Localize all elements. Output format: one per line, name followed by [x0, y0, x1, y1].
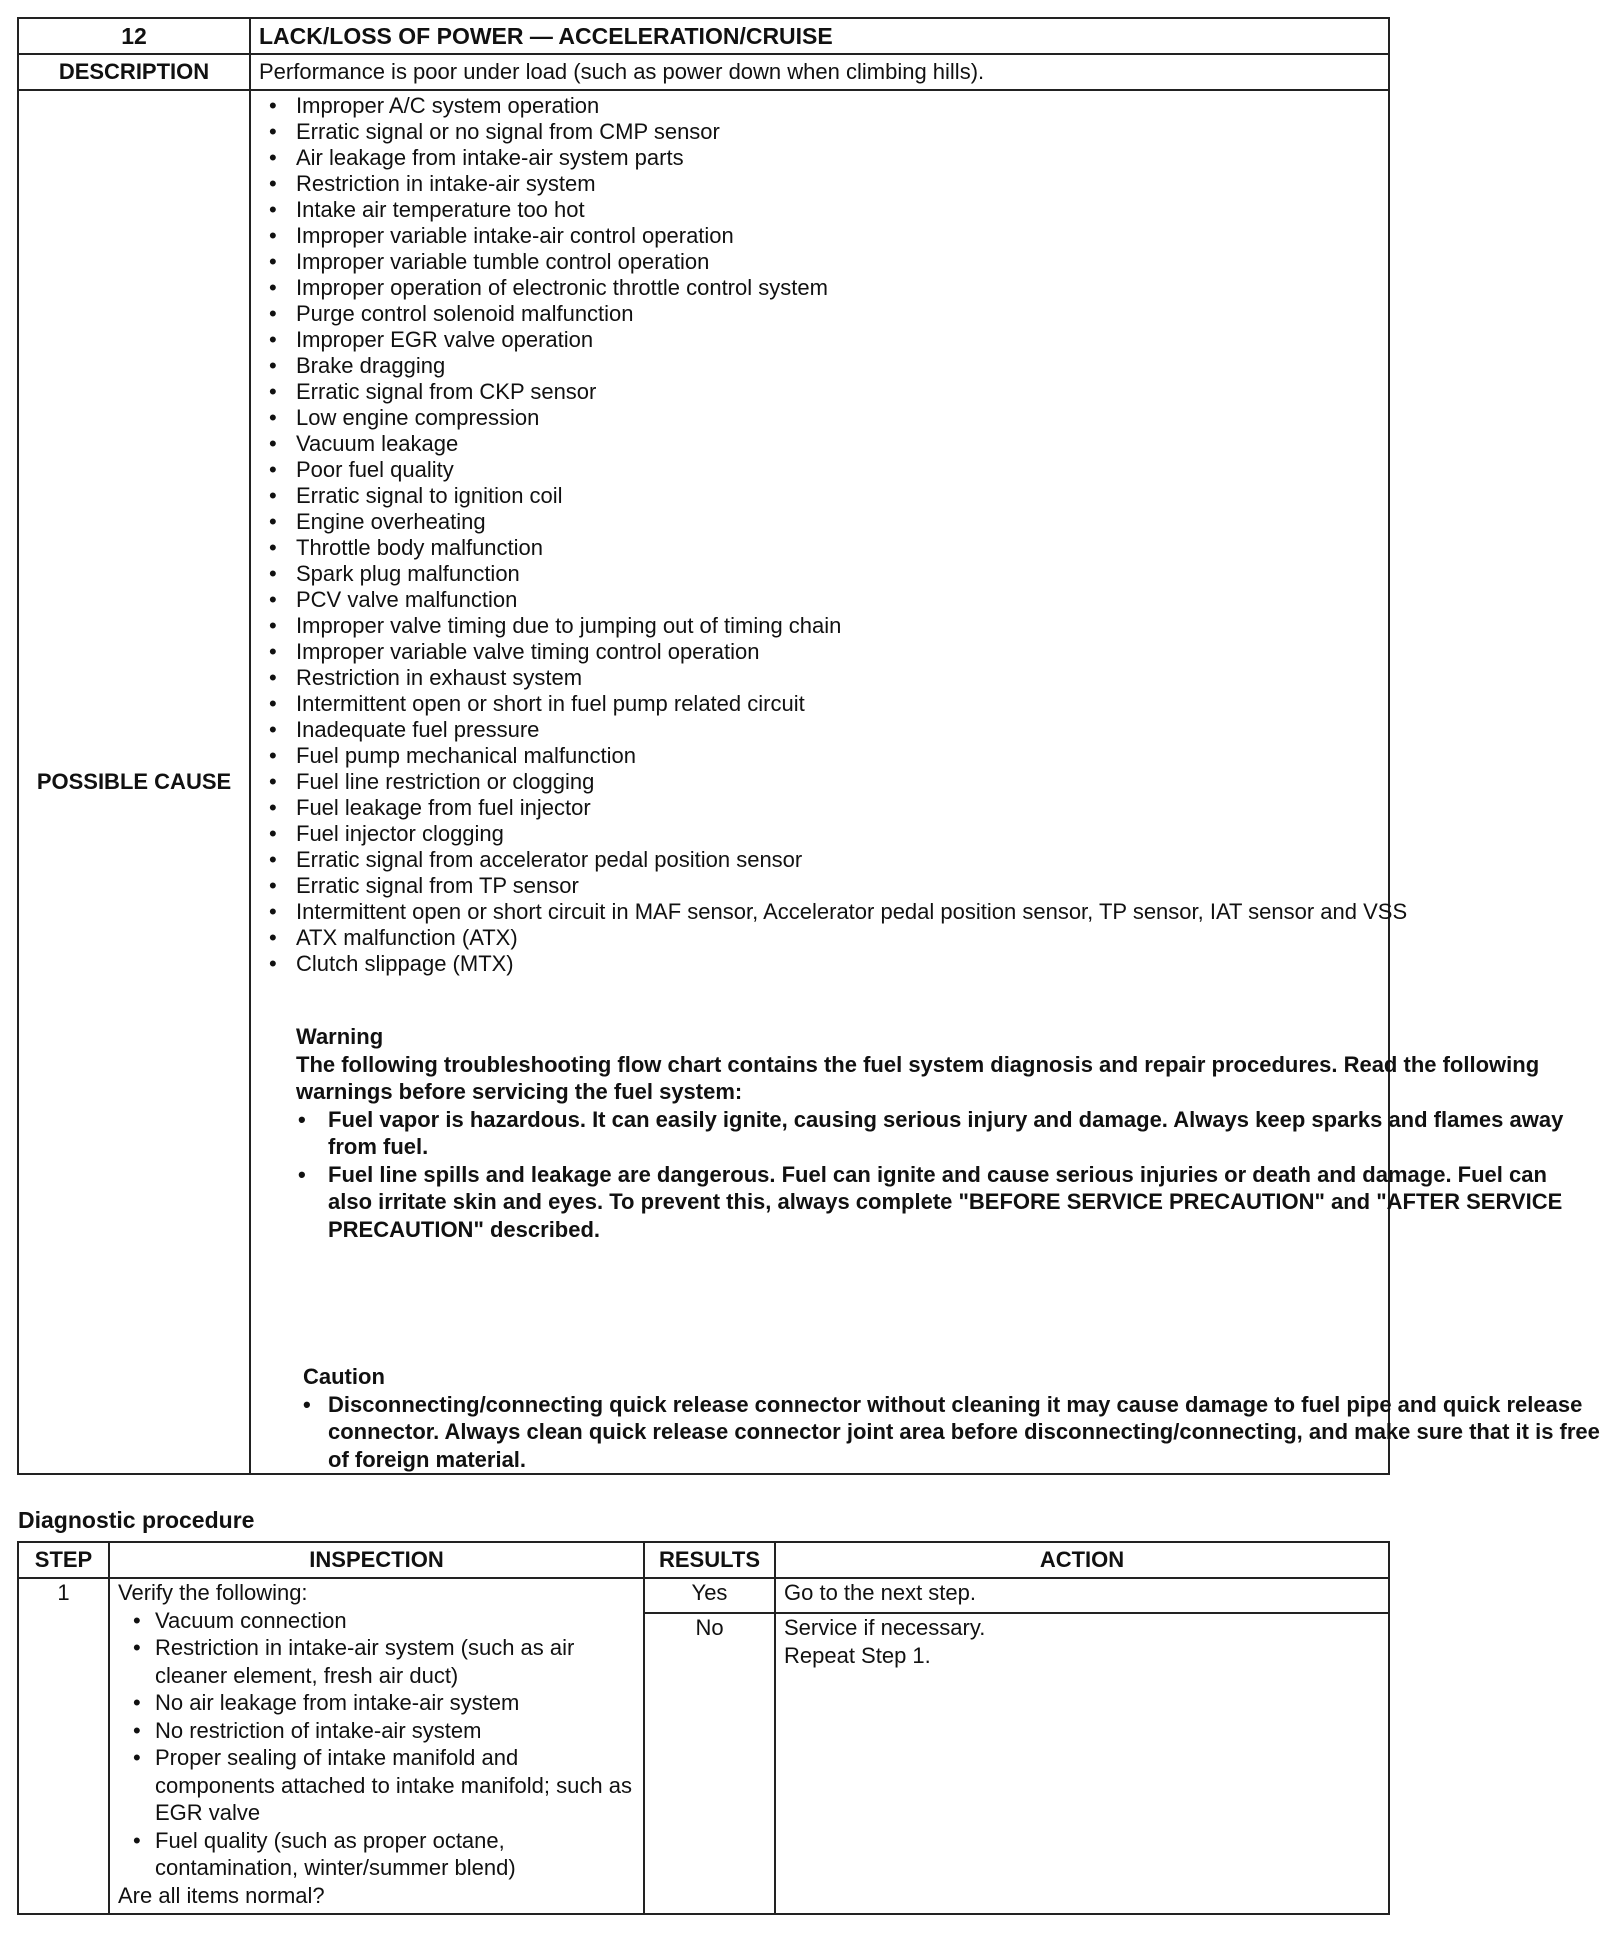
diagnostic-procedure-heading: Diagnostic procedure	[18, 1507, 255, 1533]
possible-cause-item: • Fuel injector clogging	[261, 821, 1601, 847]
possible-cause-item: • Intermittent open or short in fuel pump related circuit	[261, 691, 1601, 717]
symptom-header-row	[18, 18, 1389, 54]
possible-cause-item: • Intake air temperature too hot	[261, 197, 1601, 223]
possible-cause-item: • Improper operation of electronic throttle control system	[261, 275, 1601, 301]
possible-cause-item: • Restriction in intake-air system	[261, 171, 1601, 197]
possible-cause-item: • Air leakage from intake-air system parts	[261, 145, 1601, 171]
possible-cause-item: • Erratic signal to ignition coil	[261, 483, 1601, 509]
possible-cause-item: • Erratic signal or no signal from CMP sensor	[261, 119, 1601, 145]
description-label: DESCRIPTION	[18, 54, 250, 90]
warning-list	[296, 1106, 1596, 1244]
warning-title: Warning	[296, 1024, 384, 1049]
diagnostic-header-row	[18, 1542, 1389, 1578]
possible-cause-item: • Erratic signal from TP sensor	[261, 873, 1601, 899]
possible-cause-item: • Spark plug malfunction	[261, 561, 1601, 587]
inspection-intro: Verify the following:	[118, 1580, 308, 1605]
possible-cause-item: • Improper A/C system operation	[261, 93, 1601, 119]
possible-cause-item: • Throttle body malfunction	[261, 535, 1601, 561]
caution-block	[303, 1363, 1603, 1473]
possible-cause-item: • Engine overheating	[261, 509, 1601, 535]
warning-intro: The following troubleshooting flow chart contains the fuel system diagnosis and repair procedures. Read the following warnings before servicing the fuel system:	[296, 1051, 1540, 1104]
possible-cause-item: • Restriction in exhaust system	[261, 665, 1601, 691]
possible-cause-item: • Improper variable intake-air control operation	[261, 223, 1601, 249]
possible-cause-list	[261, 93, 1601, 977]
action-no-line: Service if necessary.	[784, 1615, 986, 1640]
possible-cause-item: • Clutch slippage (MTX)	[261, 951, 1601, 977]
possible-cause-item: • Fuel pump mechanical malfunction	[261, 743, 1601, 769]
possible-cause-item: • ATX malfunction (ATX)	[261, 925, 1601, 951]
caution-title: Caution	[303, 1364, 385, 1389]
possible-cause-item: • Improper EGR valve operation	[261, 327, 1601, 353]
inspection-item: • Restriction in intake-air system (such as air cleaner element, fresh air duct)	[118, 1634, 637, 1689]
result-no: No	[644, 1613, 775, 1914]
inspection-question: Are all items normal?	[118, 1882, 325, 1908]
description-text: Performance is poor under load (such as power down when climbing hills).	[250, 54, 1389, 90]
inspection-column-header: INSPECTION	[109, 1542, 644, 1578]
inspection-item: • No restriction of intake-air system	[118, 1717, 637, 1745]
warning-block	[296, 1023, 1596, 1243]
inspection-item: • No air leakage from intake-air system	[118, 1689, 637, 1717]
warning-item: • Fuel vapor is hazardous. It can easily ignite, causing serious injury and damage. Always keep sparks and flames away from fuel.	[296, 1106, 1596, 1161]
inspection-item: • Vacuum connection	[118, 1607, 637, 1635]
possible-cause-item: • Inadequate fuel pressure	[261, 717, 1601, 743]
symptom-title: LACK/LOSS OF POWER — ACCELERATION/CRUISE	[250, 18, 1389, 54]
possible-cause-cell	[250, 90, 1600, 1474]
result-yes: Yes	[644, 1578, 775, 1613]
possible-cause-item: • Brake dragging	[261, 353, 1601, 379]
action-no-line: Repeat Step 1.	[784, 1642, 931, 1668]
symptom-number: 12	[18, 18, 250, 54]
inspection-item: • Fuel quality (such as proper octane, contamination, winter/summer blend)	[118, 1827, 637, 1882]
possible-cause-item: • Low engine compression	[261, 405, 1601, 431]
possible-cause-item: • PCV valve malfunction	[261, 587, 1601, 613]
caution-list	[303, 1391, 1603, 1474]
inspection-list	[118, 1607, 637, 1882]
inspection-item: • Proper sealing of intake manifold and components attached to intake manifold; such as EGR valve	[118, 1744, 637, 1827]
step-column-header: STEP	[18, 1542, 109, 1578]
diagnostic-table	[17, 1541, 1390, 1915]
possible-cause-item: • Intermittent open or short circuit in MAF sensor, Accelerator pedal position sensor, TP sensor, IAT sensor and VSS	[261, 899, 1601, 925]
action-no	[775, 1613, 1389, 1914]
step-1-yes-row	[18, 1578, 1389, 1613]
possible-cause-item: • Purge control solenoid malfunction	[261, 301, 1601, 327]
inspection-cell	[109, 1578, 644, 1914]
possible-cause-item: • Improper variable valve timing control operation	[261, 639, 1601, 665]
action-column-header: ACTION	[775, 1542, 1389, 1578]
warning-item: • Fuel line spills and leakage are dangerous. Fuel can ignite and cause serious injuries or death and damage. Fuel can also irritate skin and eyes. To prevent this, always complete "BEFORE SERVICE PRECAUTION" and "AFTER SERVICE PRECAUTION" described.	[296, 1161, 1596, 1244]
possible-cause-item: • Erratic signal from accelerator pedal position sensor	[261, 847, 1601, 873]
action-yes: Go to the next step.	[775, 1578, 1389, 1613]
caution-item: • Disconnecting/connecting quick release connector without cleaning it may cause damage to fuel pipe and quick release connector. Always clean quick release connector joint area before disconnecting/connecting, and make sure that it is free of foreign material.	[303, 1391, 1603, 1474]
possible-cause-row	[18, 90, 1389, 1474]
possible-cause-item: • Improper valve timing due to jumping out of timing chain	[261, 613, 1601, 639]
possible-cause-item: • Erratic signal from CKP sensor	[261, 379, 1601, 405]
possible-cause-item: • Vacuum leakage	[261, 431, 1601, 457]
step-number: 1	[18, 1578, 109, 1914]
possible-cause-label: POSSIBLE CAUSE	[18, 90, 250, 1474]
possible-cause-item: • Fuel line restriction or clogging	[261, 769, 1601, 795]
results-column-header: RESULTS	[644, 1542, 775, 1578]
possible-cause-item: • Fuel leakage from fuel injector	[261, 795, 1601, 821]
description-row	[18, 54, 1389, 90]
possible-cause-item: • Poor fuel quality	[261, 457, 1601, 483]
symptom-table	[17, 17, 1600, 1475]
possible-cause-item: • Improper variable tumble control operation	[261, 249, 1601, 275]
